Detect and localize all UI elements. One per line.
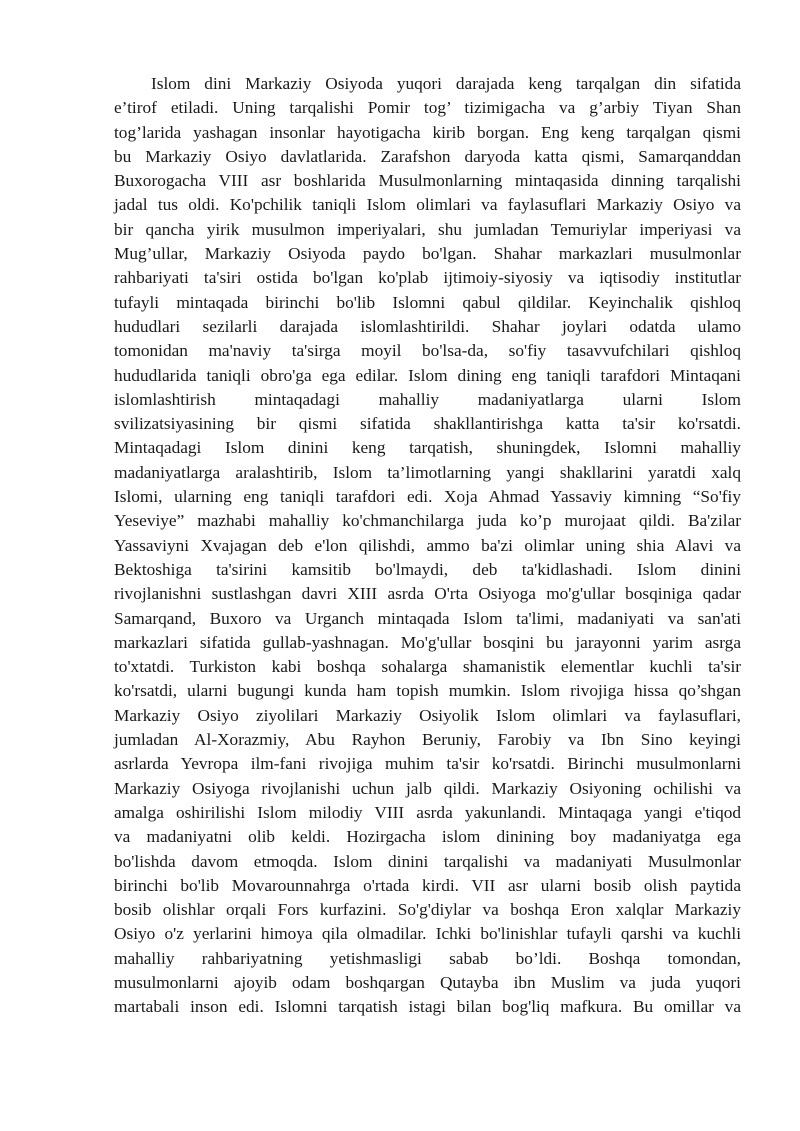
- text-line: Buxorogacha VIII asr boshlarida Musulmonlarning mintaqasida dinning tarqalishi: [114, 171, 741, 191]
- text-line: bosib olishlar orqali Fors kurfazini. So'g'diylar va boshqa Eron xalqlar Markaziy: [114, 900, 741, 920]
- text-line: bir qancha yirik musulmon imperiyalari, shu jumladan Temuriylar imperiyasi va: [114, 219, 741, 239]
- text-line: Islomi, ularning eng taniqli tarafdori edi. Xoja Ahmad Yassaviy kimning “So'fiy: [114, 487, 741, 507]
- text-line: islomlashtirish mintaqadagi mahalliy madaniyatlarga ularni Islom: [114, 389, 741, 409]
- text-line: amalga oshirilishi Islom milodiy VIII asrda yakunlandi. Mintaqaga yangi e'tiqod: [114, 802, 741, 822]
- text-line: Mug’ullar, Markaziy Osiyoda paydo bo'lgan. Shahar markazlari musulmonlar: [114, 244, 741, 264]
- text-line: martabali inson edi. Islomni tarqatish istagi bilan bog'liq mafkura. Bu omillar va: [114, 997, 741, 1017]
- text-line: jumladan Al-Xorazmiy, Abu Rayhon Beruniy, Farobiy va Ibn Sino keyingi: [114, 730, 741, 750]
- text-line: va madaniyatni olib keldi. Hozirgacha islom dinining boy madaniyatga ega: [114, 827, 741, 847]
- text-line: musulmonlarni ajoyib odam boshqargan Qutayba ibn Muslim va juda yuqori: [114, 972, 741, 992]
- text-line: tomonidan ma'naviy ta'sirga moyil bo'lsa-da, so'fiy tasavvufchilari qishloq: [114, 341, 741, 361]
- text-line: bu Markaziy Osiyo davlatlarida. Zarafshon daryoda katta qismi, Samarqanddan: [114, 146, 741, 166]
- text-line: Yeseviye” mazhabi mahalliy ko'chmanchilarga juda ko’p murojaat qildi. Ba'zilar: [114, 511, 741, 531]
- text-line: to'xtatdi. Turkiston kabi boshqa sohalarga shamanistik elementlar kuchli ta'sir: [114, 657, 741, 677]
- text-line: markazlari sifatida gullab-yashnagan. Mo'g'ullar bosqini bu jarayonni yarim asrga: [114, 632, 741, 652]
- text-line: Islom dini Markaziy Osiyoda yuqori darajada keng tarqalgan din sifatida: [151, 74, 741, 93]
- text-line: Samarqand, Buxoro va Urganch mintaqada Islom ta'limi, madaniyati va san'ati: [114, 608, 741, 628]
- text-line: Mintaqadagi Islom dinini keng tarqatish, shuningdek, Islomni mahalliy: [114, 438, 741, 458]
- text-line: ko'rsatdi, ularni bugungi kunda ham topish mumkin. Islom rivojiga hissa qo’shgan: [114, 681, 741, 701]
- text-line: rivojlanishni sustlashgan davri XIII asrda O'rta Osiyoga mo'g'ullar bosqiniga qadar: [114, 584, 741, 604]
- text-line: Markaziy Osiyo ziyolilari Markaziy Osiyolik Islom olimlari va faylasuflari,: [114, 705, 741, 725]
- text-line: mahalliy rahbariyatning yetishmasligi sabab bo’ldi. Boshqa tomondan,: [114, 948, 741, 968]
- text-line: Yassaviyni Xvajagan deb e'lon qilishdi, ammo ba'zi olimlar uning shia Alavi va: [114, 535, 741, 555]
- text-line: madaniyatlarga aralashtirib, Islom ta’limotlarning yangi shakllarini yaratdi xalq: [114, 462, 741, 482]
- text-line: svilizatsiyasining bir qismi sifatida shakllantirishga katta ta'sir ko'rsatdi.: [114, 414, 741, 434]
- text-line: bo'lishda davom etmoqda. Islom dinini tarqalishi va madaniyati Musulmonlar: [114, 851, 741, 871]
- text-line: jadal tus oldi. Ko'pchilik taniqli Islom olimlari va faylasuflari Markaziy Osiyo va: [114, 195, 741, 215]
- text-line: tufayli mintaqada birinchi bo'lib Islomni qabul qildilar. Keyinchalik qishloq: [114, 292, 741, 312]
- text-line: hududlari sezilarli darajada islomlashtirildi. Shahar joylari odatda ulamo: [114, 316, 741, 336]
- text-line: asrlarda Yevropa ilm-fani rivojiga muhim ta'sir ko'rsatdi. Birinchi musulmonlarni: [114, 754, 741, 774]
- text-line: Bektoshiga ta'sirini kamsitib bo'lmaydi, deb ta'kidlashadi. Islom dinini: [114, 559, 741, 579]
- body-paragraph: [114, 72, 741, 1020]
- text-line: e’tirof etiladi. Uning tarqalishi Pomir tog’ tizimigacha va g’arbiy Tiyan Shan: [114, 98, 741, 118]
- text-line: hududlarida taniqli obro'ga ega edilar. Islom dining eng taniqli tarafdori Mintaqani: [114, 365, 741, 385]
- text-line: Markaziy Osiyoga rivojlanishi uchun jalb qildi. Markaziy Osiyoning ochilishi va: [114, 778, 741, 798]
- text-line: rahbariyati ta'siri ostida bo'lgan ko'plab ijtimoiy-siyosiy va iqtisodiy institutlar: [114, 268, 741, 288]
- text-line: Osiyo o'z yerlarini himoya qila olmadilar. Ichki bo'linishlar tufayli qarshi va kuchli: [114, 924, 741, 944]
- text-line: birinchi bo'lib Movarounnahrga o'rtada kirdi. VII asr ularni bosib olish paytida: [114, 875, 741, 895]
- text-line: tog’larida yashagan insonlar hayotigacha kirib borgan. Eng keng tarqalgan qismi: [114, 122, 741, 142]
